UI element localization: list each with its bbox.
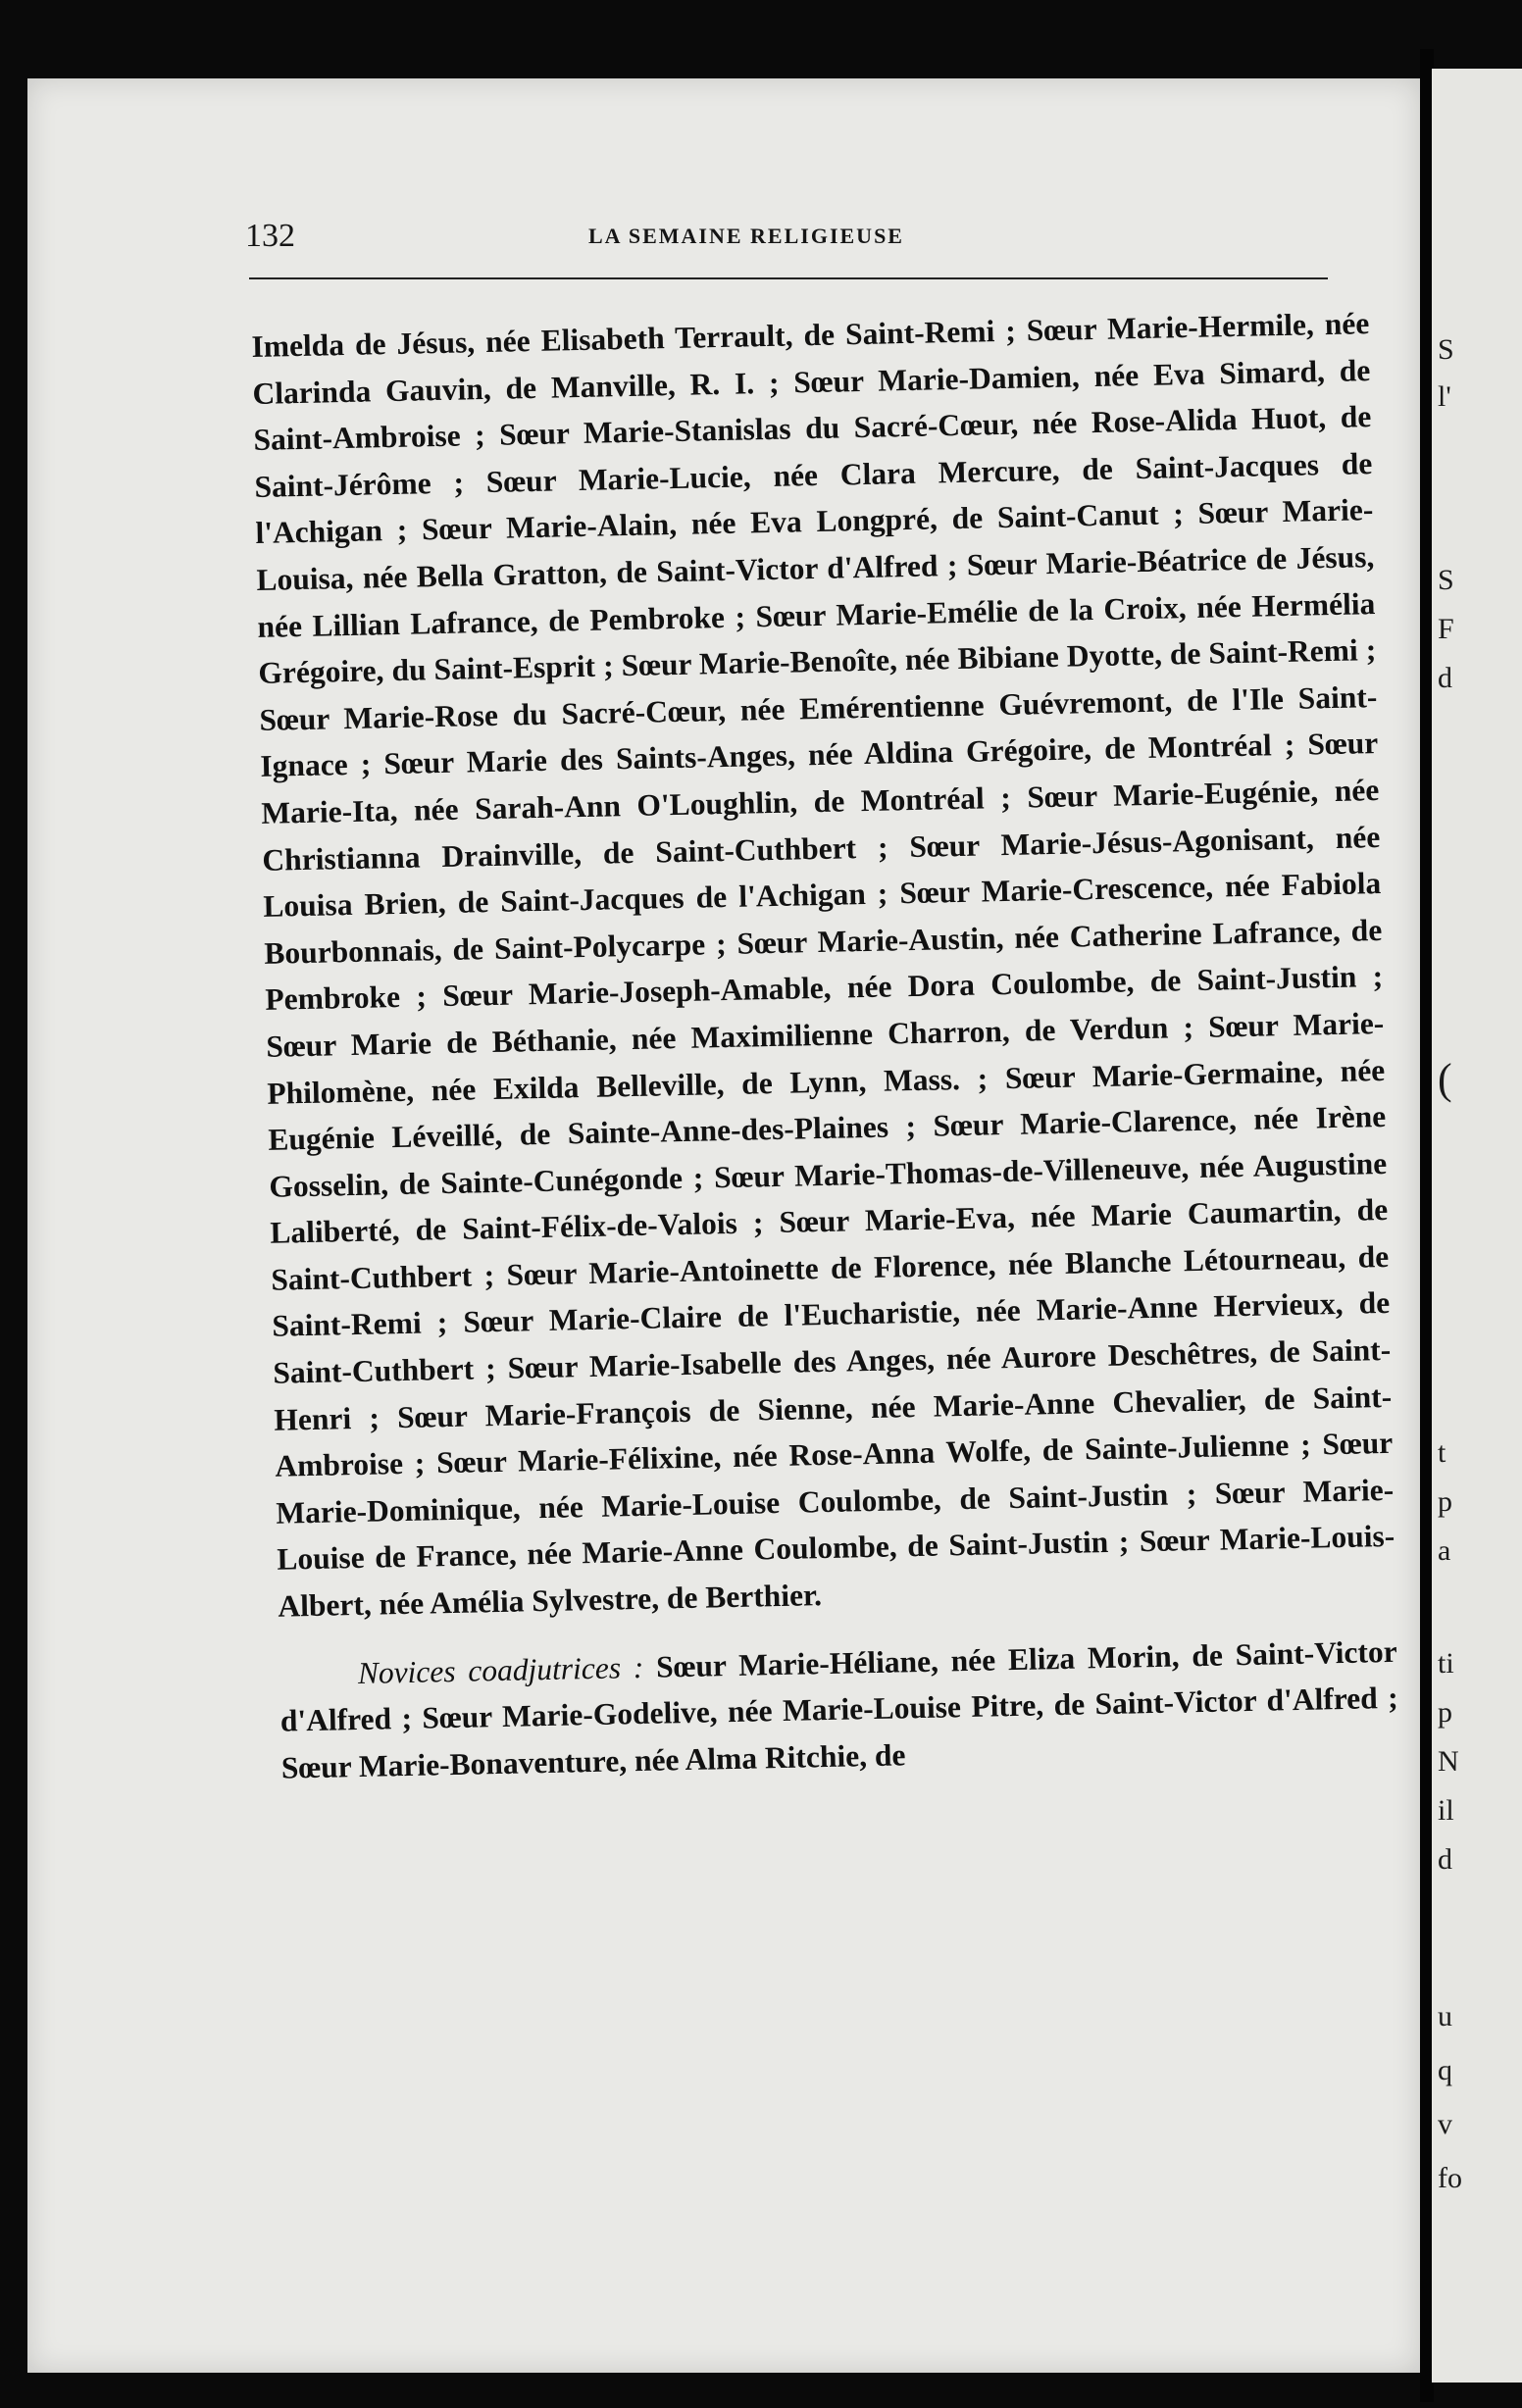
body-text (251, 300, 1399, 1791)
page-header (245, 218, 1334, 267)
paragraph-sisters-list: Imelda de Jésus, née Elisabeth Terrault, de Saint-Remi ; Sœur Marie-Hermile, née Clarinda Gauvin, de Manville, R. I. ; Sœur Marie-Damien, née Eva Simard, de Saint-Ambroise ; Sœur Marie-Stanislas du Sacré-Cœur, née Rose-Alida Huot, de Saint-Jérôme ; Sœur Marie-Lucie, née Clara Mercure, de Saint-Jacques de l'Achigan ; Sœur Marie-Alain, née Eva Longpré, de Saint-Canut ; Sœur Marie-Louisa, née Bella Gratton, de Saint-Victor d'Alfred ; Sœur Marie-Béatrice de Jésus, née Lillian Lafrance, de Pembroke ; Sœur Marie-Emélie de la Croix, née Hermélia Grégoire, du Saint-Esprit ; Sœur Marie-Benoîte, née Bibiane Dyotte, de Saint-Remi ; Sœur Marie-Rose du Sacré-Cœur, née Emérentienne Guévremont, de l'Ile Saint-Ignace ; Sœur Marie des Saints-Anges, née Aldina Grégoire, de Montréal ; Sœur Marie-Ita, née Sarah-Ann O'Loughlin, de Montréal ; Sœur Marie-Eugénie, née Christianna Drainville, de Saint-Cuthbert ; Sœur Marie-Jésus-Agonisant, née Louisa Brien, de Saint-Jacques de l'Achigan ; Sœur Marie-Crescence, née Fabiola Bourbonnais, de Saint-Polycarpe ; Sœur Marie-Austin, née Catherine Lafrance, de Pembroke ; Sœur Marie-Joseph-Amable, née Dora Coulombe, de Saint-Justin ; Sœur Marie de Béthanie, née Maximilienne Charron, de Verdun ; Sœur Marie-Philomène, née Exilda Belleville, de Lynn, Mass. ; Sœur Marie-Germaine, née Eugénie Léveillé, de Sainte-Anne-des-Plaines ; Sœur Marie-Clarence, née Irène Gosselin, de Sainte-Cunégonde ; Sœur Marie-Thomas-de-Villeneuve, née Augustine Laliberté, de Saint-Félix-de-Valois ; Sœur Marie-Eva, née Marie Caumartin, de Saint-Cuthbert ; Sœur Marie-Antoinette de Florence, née Blanche Létourneau, de Saint-Remi ; Sœur Marie-Claire de l'Eucharistie, née Marie-Anne Hervieux, de Saint-Cuthbert ; Sœur Marie-Isabelle des Anges, née Aurore Deschêtres, de Saint-Henri ; Sœur Marie-François de Sienne, née Marie-Anne Chevalier, de Saint-Ambroise ; Sœur Marie-Félixine, née Rose-Anna Wolfe, de Sainte-Julienne ; Sœur Marie-Dominique, née Marie-Louise Coulombe, de Saint-Justin ; Sœur Marie-Louise de France, née Marie-Anne Coulombe, de Saint-Justin ; Sœur Marie-Louis-Albert, née Amélia Sylvestre, de Berthier. (251, 306, 1395, 1624)
page-number: 132 (245, 218, 295, 254)
adjacent-page-fragment: q (1438, 2054, 1452, 2086)
adjacent-page-fragment: p (1438, 1696, 1452, 1729)
paragraph-lead: Novices coadjutrices : (357, 1649, 644, 1690)
adjacent-page-fragment: p (1438, 1485, 1452, 1518)
adjacent-page-fragment: v (1438, 2108, 1452, 2140)
adjacent-page-fragment: d (1438, 662, 1452, 694)
adjacent-page-fragment: l' (1438, 380, 1451, 413)
running-title: LA SEMAINE RELIGIEUSE (588, 224, 904, 248)
adjacent-page-fragment: S (1438, 333, 1454, 366)
adjacent-page-fragment: a (1438, 1534, 1451, 1567)
paragraph-novices-coadjutrices (279, 1628, 1399, 1791)
adjacent-page-fragment: t (1438, 1436, 1446, 1469)
adjacent-page-fragment: il (1438, 1794, 1454, 1827)
adjacent-page-fragment: u (1438, 2000, 1452, 2032)
adjacent-page-fragment: d (1438, 1843, 1452, 1876)
adjacent-page-fragment: fo (1438, 2162, 1462, 2194)
header-rule (249, 277, 1328, 279)
adjacent-page-fragment: ( (1438, 1055, 1452, 1103)
adjacent-page-fragment: F (1438, 613, 1454, 645)
adjacent-page-fragment: N (1438, 1745, 1459, 1778)
adjacent-page-fragment: S (1438, 564, 1454, 596)
adjacent-page-fragment: ti (1438, 1647, 1454, 1680)
paragraph-text: Sœur Marie-Héliane, née Eliza Morin, de Saint-Victor d'Alfred ; Sœur Marie-Godelive, née Marie-Louise Pitre, de Saint-Victor d'Alfred ; Sœur Marie-Bonaventure, née Alma Ritchie, de (279, 1633, 1398, 1785)
adjacent-page-edge (1432, 69, 1522, 2383)
